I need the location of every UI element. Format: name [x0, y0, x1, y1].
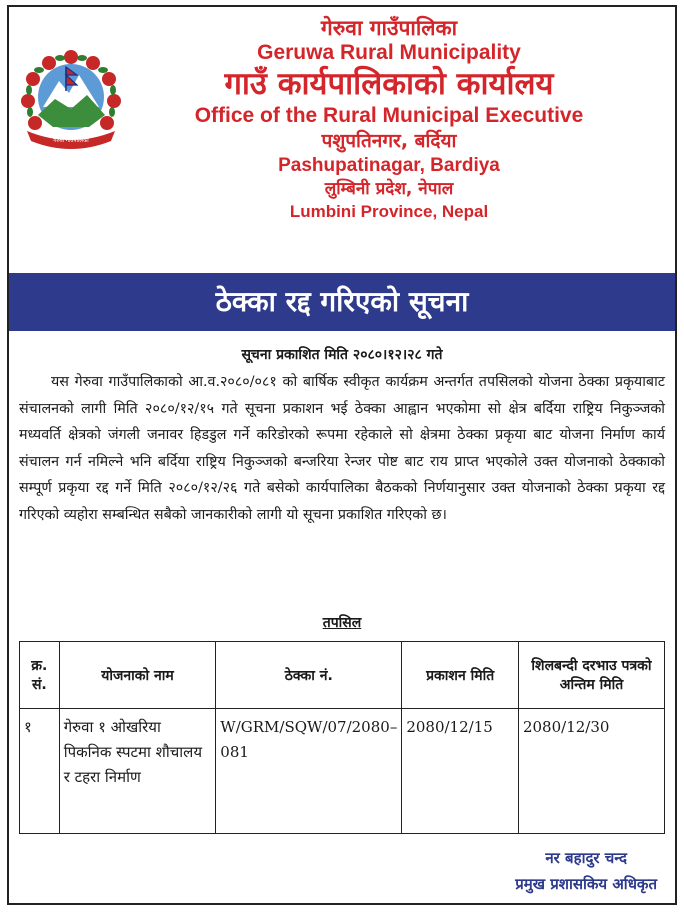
cell-deadline: 2080/12/30: [518, 709, 664, 834]
office-title-np: गाउँ कार्यपालिकाको कार्यालय: [224, 66, 554, 102]
schedule-heading: तपसिल: [322, 615, 362, 631]
address-np: पशुपतिनगर, बर्दिया: [321, 130, 457, 152]
municipality-emblem-icon: [19, 45, 124, 150]
notice-body: यस गेरुवा गाउँपालिकाको आ.व.२०८०/०८१ को बार्षिक स्वीकृत कार्यक्रम अन्तर्गत तपसिलको योजना ठेक्का प्रकृयाबाट संचालनको लागी मिति २०८०/१२/१५ गते सूचना प्रकाशन भई ठेक्का आह्वान भएकोमा सो क्षेत्र बर्दिया राष्ट्रिय निकुञ्जको मध्यवर्ति क्षेत्रको जंगली जनावर हिडडुल गर्ने करिडोरको रूपमा रहेकाले सो क्षेत्रमा ठेक्का प्रकृया बाट योजना निर्माण कार्य संचालन गर्न नमिल्ने भनि बर्दिया राष्ट्रिय निकुञ्जको बन्जरिया रेन्जर पोष्ट बाट राय प्राप्त भएकोले उक्त योजनाको ठेक्काको सम्पूर्ण प्रकृया रद्द गर्ने मिति २०८०/१२/२६ गते बसेको कार्यपालिका बैठकको निर्णयानुसार उक्त योजनाको ठेक्का प्रकृया रद्द गरिएको व्यहोरा सम्बन्धित सबैको जानकारीको लागी यो सूचना प्रकाशित गरिएको छ।: [19, 374, 665, 523]
signatory-designation: प्रमुख प्रशासकिय अधिकृत: [515, 875, 657, 893]
published-date: सूचना प्रकाशित मिति २०८०।१२।२८ गते: [241, 347, 443, 363]
svg-text:गेरुवा गाउँपालिका: गेरुवा गाउँपालिका: [53, 138, 89, 144]
province-en: Lumbini Province, Nepal: [289, 202, 489, 221]
schedule-table: [19, 641, 665, 834]
notice-title-banner: ठेक्का रद्द गरिएको सूचना: [9, 273, 675, 331]
signature-block: [515, 845, 657, 897]
table-row: [20, 709, 665, 834]
notice-page: [7, 5, 677, 905]
office-name-np: गेरुवा गाउँपालिका: [320, 16, 458, 40]
signatory-name: नर बहादुर चन्द: [545, 849, 627, 867]
cell-project-name: गेरुवा १ ओखरिया पिकनिक स्पटमा शौचालय र टहरा निर्माण: [59, 709, 216, 834]
letterhead: [134, 15, 644, 223]
cell-contract-no: W/GRM/SQW/07/2080–081: [216, 709, 402, 834]
cell-publish-date: 2080/12/15: [402, 709, 519, 834]
col-publish-date: प्रकाशन मिति: [402, 642, 519, 709]
province-np: लुम्बिनी प्रदेश, नेपाल: [324, 179, 454, 199]
office-title-en: Office of the Rural Municipal Executive: [194, 104, 584, 127]
office-name-en: Geruwa Rural Municipality: [257, 41, 521, 64]
col-deadline: शिलबन्दी दरभाउ पत्रको अन्तिम मिति: [518, 642, 664, 709]
address-en: Pashupatinagar, Bardiya: [278, 155, 500, 176]
table-header-row: [20, 642, 665, 709]
col-serial: क्र. सं.: [20, 642, 60, 709]
col-contract-no: ठेक्का नं.: [216, 642, 402, 709]
cell-serial: १: [20, 709, 60, 834]
col-project-name: योजनाको नाम: [59, 642, 216, 709]
